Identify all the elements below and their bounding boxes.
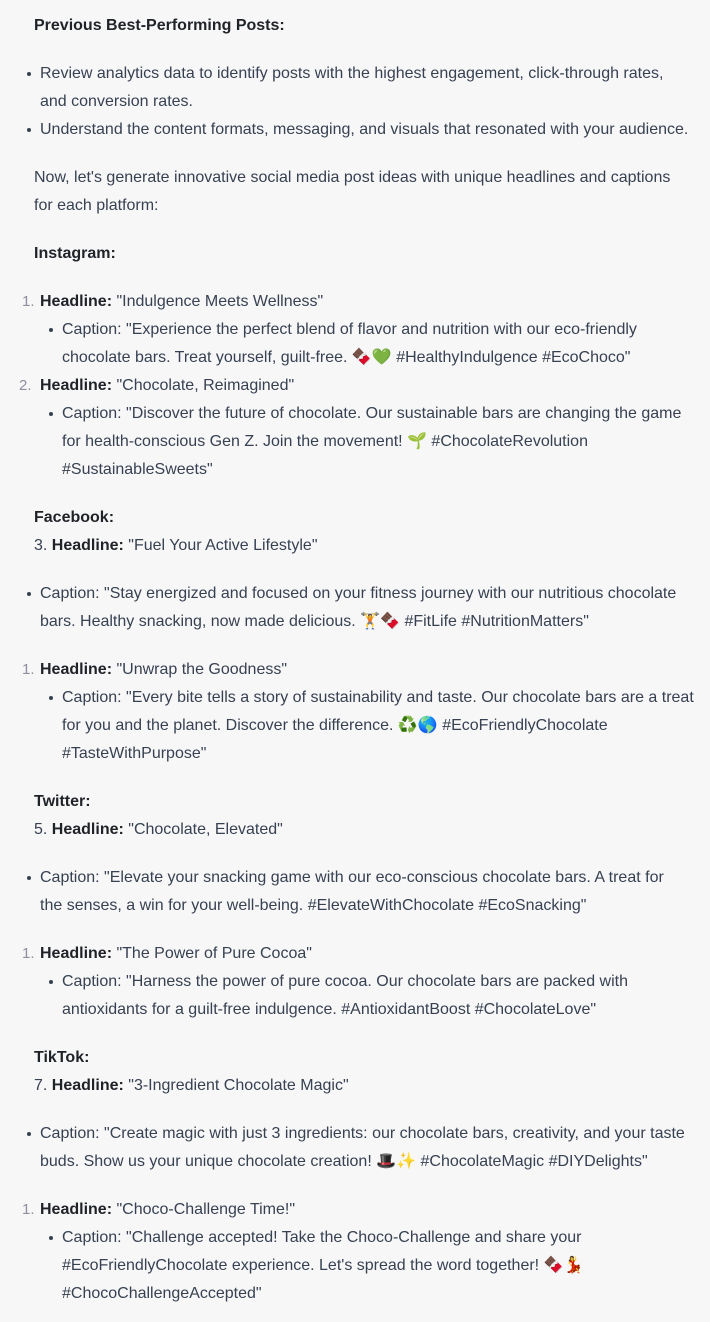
bullet-dot — [49, 696, 53, 700]
section-heading-tiktok: TikTok: — [34, 1049, 90, 1066]
bullet-text: Review analytics data to identify posts with the highest engagement, click-through rates, — [40, 65, 664, 82]
headline-label: Headline: — [51, 1077, 124, 1094]
headline-label: Headline: — [51, 537, 124, 554]
bullet-dot — [49, 328, 53, 332]
bullet-dot — [27, 592, 31, 596]
caption-text: antioxidants for a guilt-free indulgence. #AntioxidantBoost #ChocolateLove" — [62, 1001, 597, 1018]
headline-item — [40, 656, 287, 684]
caption-text: Caption: "Every bite tells a story of sustainability and taste. Our chocolate bars are a treat — [62, 689, 694, 706]
intro-text: Now, let's generate innovative social media post ideas with unique headlines and captions — [34, 169, 671, 186]
caption-text: Caption: "Stay energized and focused on your fitness journey with our nutritious chocolate — [40, 585, 677, 602]
headline-item — [40, 1196, 295, 1224]
caption-text: Caption: "Challenge accepted! Take the Choco-Challenge and share your — [62, 1229, 582, 1246]
headline-text: "Fuel Your Active Lifestyle" — [128, 537, 318, 554]
list-number: 1. — [22, 661, 35, 678]
bullet-dot — [27, 72, 31, 76]
section-heading-previous: Previous Best-Performing Posts: — [34, 17, 285, 34]
caption-text: buds. Show us your unique chocolate creation! 🎩✨ #ChocolateMagic #DIYDelights" — [40, 1153, 648, 1170]
caption-text: #EcoFriendlyChocolate experience. Let's spread the word together! 🍫💃 — [62, 1257, 584, 1274]
caption-text: Caption: "Experience the perfect blend of flavor and nutrition with our eco-friendly — [62, 321, 637, 338]
section-heading-facebook: Facebook: — [34, 509, 115, 526]
caption-text: #TasteWithPurpose" — [62, 745, 207, 762]
headline-item — [40, 288, 323, 316]
headline-label: Headline: — [40, 945, 113, 962]
headline-item — [34, 816, 283, 844]
list-number: 1. — [22, 293, 35, 310]
list-number: 7. — [34, 1077, 48, 1094]
list-number: 1. — [22, 945, 35, 962]
caption-text: for you and the planet. Discover the difference. ♻️🌎 #EcoFriendlyChocolate — [62, 717, 608, 734]
bullet-dot — [49, 412, 53, 416]
caption-text: Caption: "Elevate your snacking game with our eco-conscious chocolate bars. A treat for — [40, 869, 664, 886]
caption-text: #ChocoChallengeAccepted" — [62, 1285, 262, 1302]
bullet-dot — [27, 876, 31, 880]
caption-text: bars. Healthy snacking, now made delicious. 🏋️🍫 #FitLife #NutritionMatters" — [40, 613, 589, 630]
headline-label: Headline: — [40, 1201, 113, 1218]
caption-text: Caption: "Harness the power of pure cocoa. Our chocolate bars are packed with — [62, 973, 628, 990]
headline-text: "Chocolate, Reimagined" — [116, 377, 295, 394]
headline-text: "3-Ingredient Chocolate Magic" — [128, 1077, 349, 1094]
section-heading-instagram: Instagram: — [34, 245, 116, 262]
caption-text: Caption: "Create magic with just 3 ingredients: our chocolate bars, creativity, and your taste — [40, 1125, 685, 1142]
headline-label: Headline: — [40, 293, 113, 310]
headline-item — [34, 532, 318, 560]
headline-item — [34, 1072, 349, 1100]
caption-text: chocolate bars. Treat yourself, guilt-free. 🍫💚 #HealthyIndulgence #EcoChoco" — [62, 349, 631, 366]
bullet-dot — [27, 1132, 31, 1136]
headline-label: Headline: — [40, 661, 113, 678]
bullet-text: Understand the content formats, messaging, and visuals that resonated with your audience. — [40, 121, 689, 138]
section-heading-twitter: Twitter: — [34, 793, 91, 810]
intro-text: for each platform: — [34, 197, 159, 214]
headline-label: Headline: — [51, 821, 124, 838]
headline-label: Headline: — [40, 377, 113, 394]
list-number: 1. — [22, 1201, 35, 1218]
headline-text: "Chocolate, Elevated" — [128, 821, 283, 838]
list-number: 3. — [34, 537, 48, 554]
bullet-dot — [27, 128, 31, 132]
headline-text: "The Power of Pure Cocoa" — [116, 945, 312, 962]
headline-text: "Choco-Challenge Time!" — [116, 1201, 296, 1218]
caption-text: the senses, a win for your well-being. #ElevateWithChocolate #EcoSnacking" — [40, 897, 587, 914]
headline-text: "Unwrap the Goodness" — [116, 661, 288, 678]
bullet-dot — [49, 980, 53, 984]
list-number: 2. — [19, 377, 32, 394]
bullet-dot — [49, 1236, 53, 1240]
headline-item — [40, 940, 312, 968]
caption-text: for health-conscious Gen Z. Join the movement! 🌱 #ChocolateRevolution — [62, 433, 588, 450]
caption-text: Caption: "Discover the future of chocolate. Our sustainable bars are changing the game — [62, 405, 682, 422]
caption-text: #SustainableSweets" — [62, 461, 213, 478]
headline-text: "Indulgence Meets Wellness" — [116, 293, 324, 310]
bullet-text: and conversion rates. — [40, 93, 193, 110]
headline-item — [40, 372, 294, 400]
list-number: 5. — [34, 821, 48, 838]
